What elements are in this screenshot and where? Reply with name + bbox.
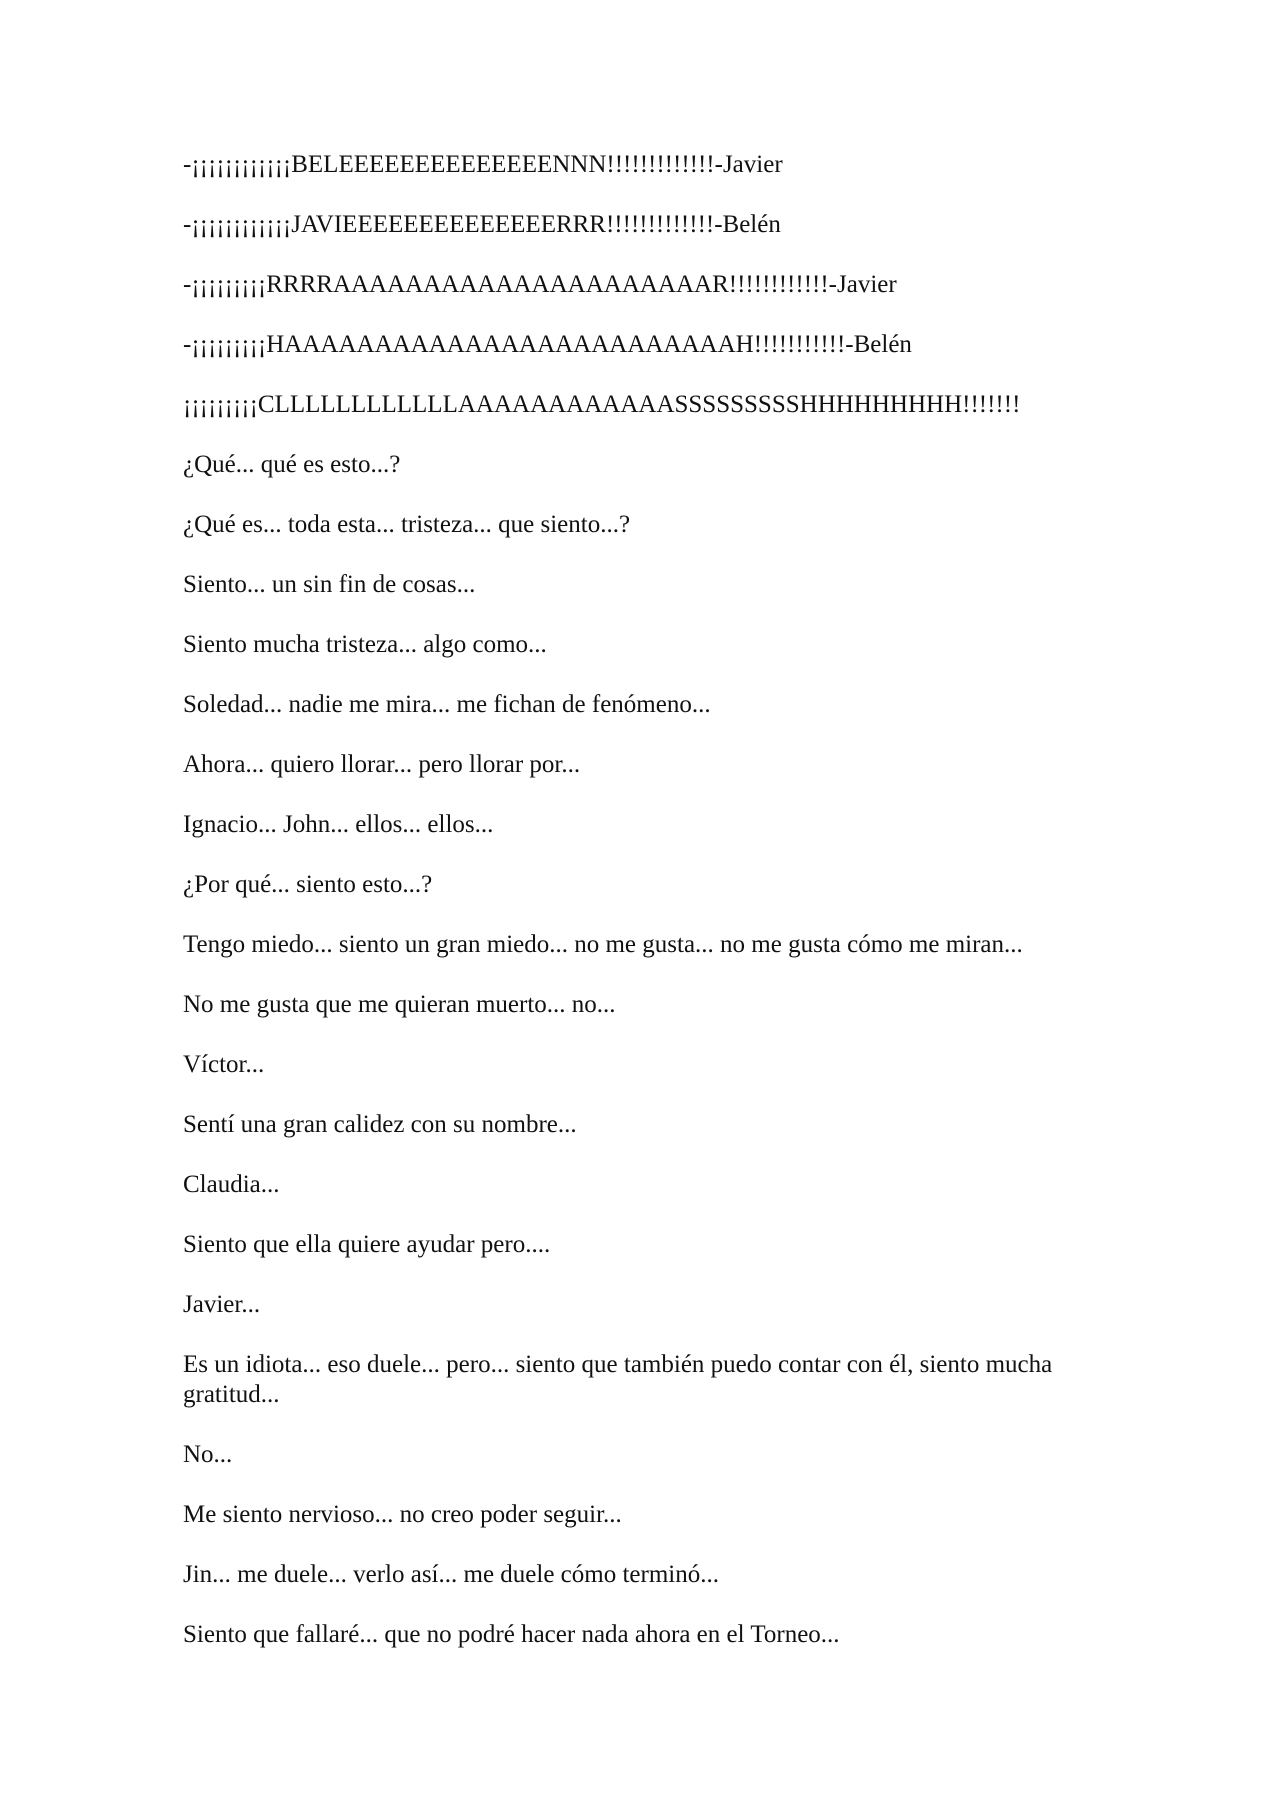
paragraph: Javier... xyxy=(183,1291,261,1318)
paragraph: Es un idiota... eso duele... pero... siento que también puedo contar con él, siento mucha gratitud... xyxy=(183,1351,1053,1408)
paragraph: Ignacio... John... ellos... ellos... xyxy=(183,811,494,838)
paragraph: ¡¡¡¡¡¡¡¡¡CLLLLLLLLLLLLAAAAAAAAAAAASSSSSSSSSHHHHHHHHH!!!!!!! xyxy=(183,391,1021,418)
paragraph: Ahora... quiero llorar... pero llorar por... xyxy=(183,751,581,778)
paragraph: Siento... un sin fin de cosas... xyxy=(183,571,476,598)
paragraph: No me gusta que me quieran muerto... no... xyxy=(183,991,616,1018)
paragraph: ¿Por qué... siento esto...? xyxy=(183,871,433,898)
document-body xyxy=(183,150,1088,1680)
paragraph: Soledad... nadie me mira... me fichan de fenómeno... xyxy=(183,691,711,718)
paragraph: Siento mucha tristeza... algo como... xyxy=(183,631,547,658)
paragraph: -¡¡¡¡¡¡¡¡¡HAAAAAAAAAAAAAAAAAAAAAAAAAH!!!!!!!!!!!-Belén xyxy=(183,331,912,358)
paragraph: Tengo miedo... siento un gran miedo... no me gusta... no me gusta cómo me miran... xyxy=(183,931,1023,958)
paragraph: -¡¡¡¡¡¡¡¡¡¡¡¡JAVIEEEEEEEEEEEEEERRR!!!!!!!!!!!!!-Belén xyxy=(183,211,781,238)
paragraph: ¿Qué es... toda esta... tristeza... que siento...? xyxy=(183,511,631,538)
paragraph: Siento que fallaré... que no podré hacer nada ahora en el Torneo... xyxy=(183,1621,840,1648)
paragraph: -¡¡¡¡¡¡¡¡¡RRRRAAAAAAAAAAAAAAAAAAAAAR!!!!!!!!!!!!-Javier xyxy=(183,271,897,298)
paragraph: Víctor... xyxy=(183,1051,265,1078)
paragraph: ¿Qué... qué es esto...? xyxy=(183,451,401,478)
paragraph: Siento que ella quiere ayudar pero.... xyxy=(183,1231,551,1258)
paragraph: Me siento nervioso... no creo poder seguir... xyxy=(183,1501,622,1528)
paragraph: No... xyxy=(183,1441,233,1468)
paragraph: -¡¡¡¡¡¡¡¡¡¡¡¡BELEEEEEEEEEEEEEENNN!!!!!!!!!!!!!-Javier xyxy=(183,151,783,178)
paragraph: Jin... me duele... verlo así... me duele cómo terminó... xyxy=(183,1561,719,1588)
paragraph: Claudia... xyxy=(183,1171,280,1198)
paragraph: Sentí una gran calidez con su nombre... xyxy=(183,1111,577,1138)
